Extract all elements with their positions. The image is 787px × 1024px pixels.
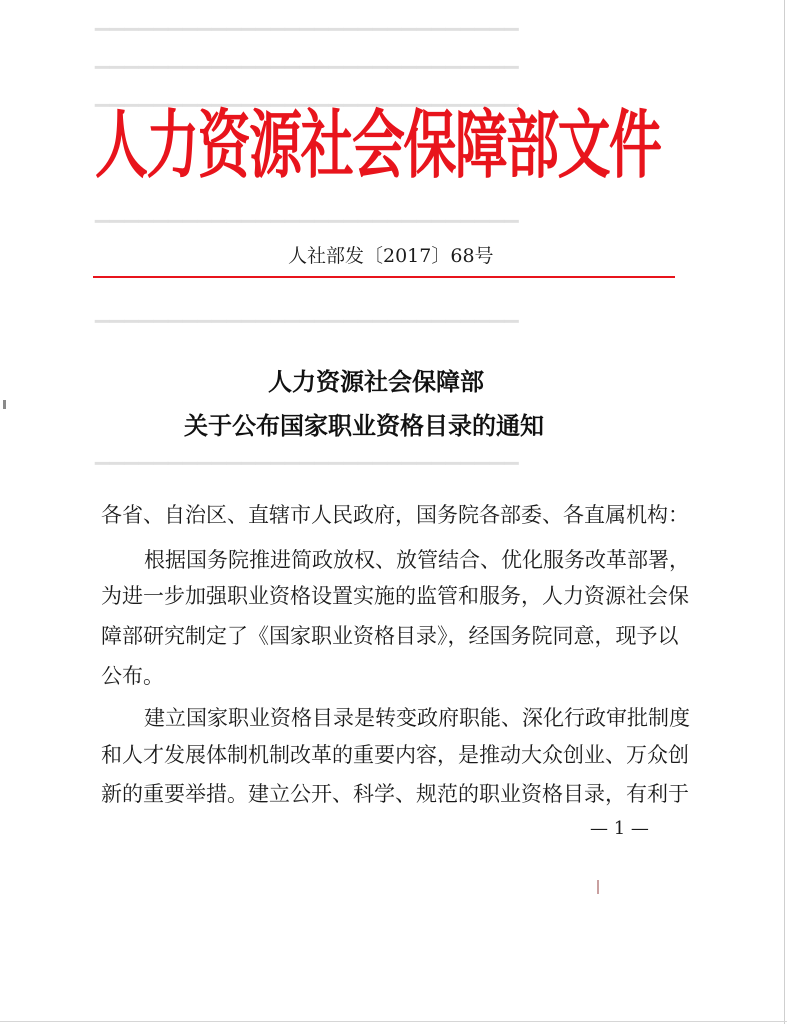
body-paragraph-line: 为进一步加强职业资格设置实施的监管和服务，人力资源社会保 — [101, 584, 689, 608]
body-paragraph-line: 公布。 — [101, 664, 164, 688]
show-through-line: ▁▁▁▁▁▁▁▁▁▁▁▁▁▁▁▁▁▁▁▁▁▁▁▁▁▁▁▁▁ — [95, 443, 519, 465]
notice-title-subject: 关于公布国家职业资格目录的通知 — [184, 412, 544, 440]
show-through-line: ▁▁▁▁▁▁▁▁▁▁▁▁▁▁▁▁▁▁▁▁▁▁▁▁▁▁▁▁▁ — [95, 47, 519, 69]
show-through-line: ▁▁▁▁▁▁▁▁▁▁▁▁▁▁▁▁▁▁▁▁▁▁▁▁▁▁▁▁▁ — [95, 201, 519, 223]
scan-margin-mark — [3, 400, 6, 409]
letterhead-title: 人力资源社会保障部文件 — [95, 102, 661, 189]
show-through-line: ▁▁▁▁▁▁▁▁▁▁▁▁▁▁▁▁▁▁▁▁▁▁▁▁▁▁▁▁▁ — [95, 301, 519, 323]
body-paragraph-line: 障部研究制定了《国家职业资格目录》，经国务院同意，现予以 — [101, 624, 679, 648]
letterhead-red-rule — [93, 276, 675, 278]
body-paragraph-line: 建立国家职业资格目录是转变政府职能、深化行政审批制度 — [144, 706, 690, 730]
page-edge-bottom — [0, 1021, 787, 1022]
scan-margin-mark — [597, 880, 599, 894]
show-through-line: ▁▁▁▁▁▁▁▁▁▁▁▁▁▁▁▁▁▁▁▁▁▁▁▁▁▁▁▁▁ — [95, 85, 519, 107]
salutation-line: 各省、自治区、直辖市人民政府，国务院各部委、各直属机构： — [101, 503, 689, 527]
page-edge-right — [784, 0, 785, 1024]
document-number: 人社部发〔2017〕68号 — [288, 245, 494, 267]
show-through-line: ▁▁▁▁▁▁▁▁▁▁▁▁▁▁▁▁▁▁▁▁▁▁▁▁▁▁▁▁▁ — [95, 9, 519, 31]
page-number: — 1 — — [590, 818, 649, 839]
body-paragraph-line: 新的重要举措。建立公开、科学、规范的职业资格目录，有利于 — [101, 782, 689, 806]
notice-title-issuer: 人力资源社会保障部 — [268, 368, 484, 396]
body-paragraph-line: 根据国务院推进简政放权、放管结合、优化服务改革部署， — [144, 548, 690, 572]
body-paragraph-line: 和人才发展体制机制改革的重要内容，是推动大众创业、万众创 — [101, 743, 689, 767]
